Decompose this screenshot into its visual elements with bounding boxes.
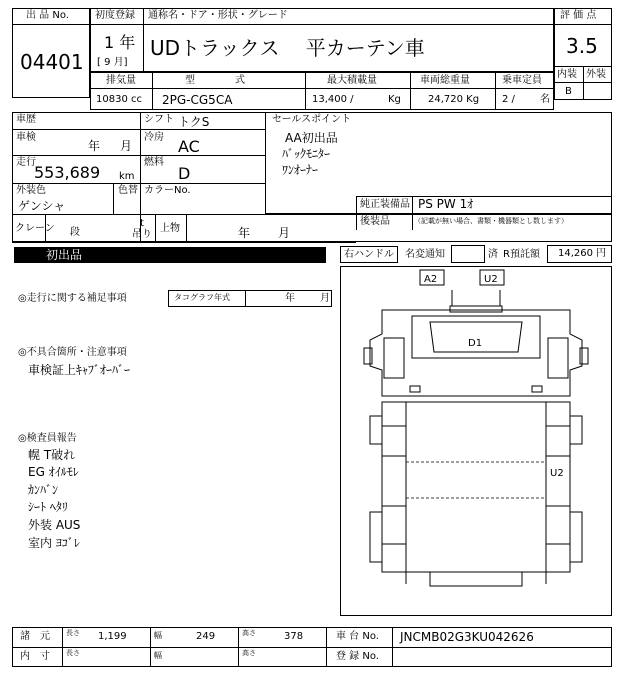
ext-color-label: 外装色 [16,185,46,196]
after-equipment-note: （記載が無い場合、書類・機器類とし数します） [414,217,568,225]
color-no-label: カラーNo. [144,185,191,196]
inspector-line: 外装 AUS [28,518,81,532]
score-label: 評 価 点 [560,10,597,21]
reg-year: 1 年 [104,33,136,52]
interior-label: 内装 [557,69,577,80]
damage-mark-u2-side: U2 [550,468,564,479]
crane-ton: t [140,218,144,229]
max-load-value: 13,400 / [312,94,354,105]
first-listing-text: 初出品 [46,248,83,262]
shift-label: シフト [144,114,174,125]
interior-grade: B [565,86,572,97]
exterior-label: 外装 [586,69,606,80]
reg-no-label: 登 録 No. [336,651,379,662]
defect-text: 車検証上ｷｬﾌﾞｵｰﾊﾞｰ [28,363,131,377]
after-equipment-label: 後装品 [360,216,390,227]
crane-hang: 吊り [132,229,152,240]
inner-width-label: 幅 [154,651,162,660]
length-label: 長さ [66,629,80,637]
displacement-label: 排気量 [106,75,136,86]
height-label: 高さ [242,629,256,637]
inspection-label: 車検 [16,132,36,143]
inner-length-label: 長さ [66,649,80,657]
name-change-box [451,245,485,263]
height-value: 378 [284,631,304,642]
sales-point-line: ﾊﾞｯｸﾓﾆﾀｰ [282,147,331,161]
lot-label: 出 品 No. [26,10,69,21]
capacity-unit: 名 [540,94,550,105]
recycle-label: R預託額 [503,249,540,260]
fuel-label: 燃料 [144,157,164,168]
ac-value: AC [178,137,200,156]
inner-dims-label: 内 寸 [20,651,50,662]
chassis-label: 車 台 No. [336,631,379,642]
max-load-label: 最大積載量 [327,75,377,86]
running-notes-label: ◎走行に関する補足事項 [18,293,127,304]
history-label: 車歴 [16,114,36,125]
mileage-unit: km [119,171,135,182]
ac-label: 冷房 [144,132,164,143]
mileage-label: 走行 [16,157,36,168]
capacity-value: 2 / [502,94,515,105]
chassis-value: JNCMB02G3KU042626 [400,630,534,644]
truck-diagram [340,266,612,616]
displacement-value: 10830 cc [96,94,142,105]
model-value: 2PG-CG5CA [162,93,233,107]
reg-label: 初度登録 [95,10,135,21]
inspector-line: ｼｰﾄ ﾍﾀﾘ [28,500,68,514]
tacho-month: 月 [320,293,330,304]
inspector-label: ◎検査員報告 [18,433,77,444]
mileage-value: 553,689 [34,163,101,182]
max-load-unit: Kg [388,94,401,105]
name-change-label: 名変通知 [405,249,445,260]
color-change-label: 色替 [118,185,138,196]
length-value: 1,199 [98,631,127,642]
width-label: 幅 [154,631,162,640]
score-value: 3.5 [566,34,598,58]
inspection-month: 月 [120,139,133,153]
uptrack-month: 月 [278,226,291,240]
std-equipment-label: 純正装備品 [360,199,410,210]
std-equipment-value: PS PW 1ｵ [418,197,474,211]
damage-mark-a2: A2 [424,274,438,285]
width-value: 249 [196,631,216,642]
shift-value: トクS [178,115,210,129]
uptrack-label: 上物 [160,223,180,234]
inspector-line: EG ｵｲﾙﾓﾚ [28,465,79,479]
defect-label: ◎不具合箇所・注意事項 [18,347,127,358]
vehicle-name-label: 通称名・ドア・形状・グレード [148,10,288,21]
rh-label: 右ハンドル [344,249,394,260]
inspector-line: ｶﾝﾊﾞﾝ [28,483,59,497]
ext-color-value: ゲンシャ [18,199,66,213]
crane-label: クレーン [15,223,55,234]
uptrack-year: 年 [238,226,251,240]
inner-height-label: 高さ [242,649,256,657]
damage-mark-u2-front: U2 [484,274,498,285]
crane-stage: 段 [70,227,80,238]
sales-point-line: AA初出品 [285,131,338,145]
recycle-value: 14,260 円 [558,248,607,259]
sales-point-line: ﾜﾝｵｰﾅｰ [282,163,319,177]
dims-label: 諸 元 [20,631,50,642]
tacho-label: タコグラフ年式 [174,293,230,302]
sales-point-label: セールスポイント [272,114,352,125]
inspector-line: 室内 ﾖｺﾞﾚ [28,536,80,550]
fuel-value: D [178,164,191,183]
capacity-label: 乗車定員 [502,75,542,86]
inspection-year: 年 [88,139,101,153]
lot-number: 04401 [20,50,84,74]
tacho-year: 年 [285,293,295,304]
vehicle-name: UDトラックス 平カーテン車 [150,36,425,60]
gvw-value: 24,720 Kg [428,94,480,105]
inspector-line: 幌 T破れ [28,448,76,462]
reg-month: [ 9 月] [97,57,128,68]
gvw-label: 車両総重量 [420,75,470,86]
damage-mark-d1: D1 [468,338,483,349]
ryo-mark: 済 [488,249,498,260]
model-label: 型 式 [185,75,245,86]
